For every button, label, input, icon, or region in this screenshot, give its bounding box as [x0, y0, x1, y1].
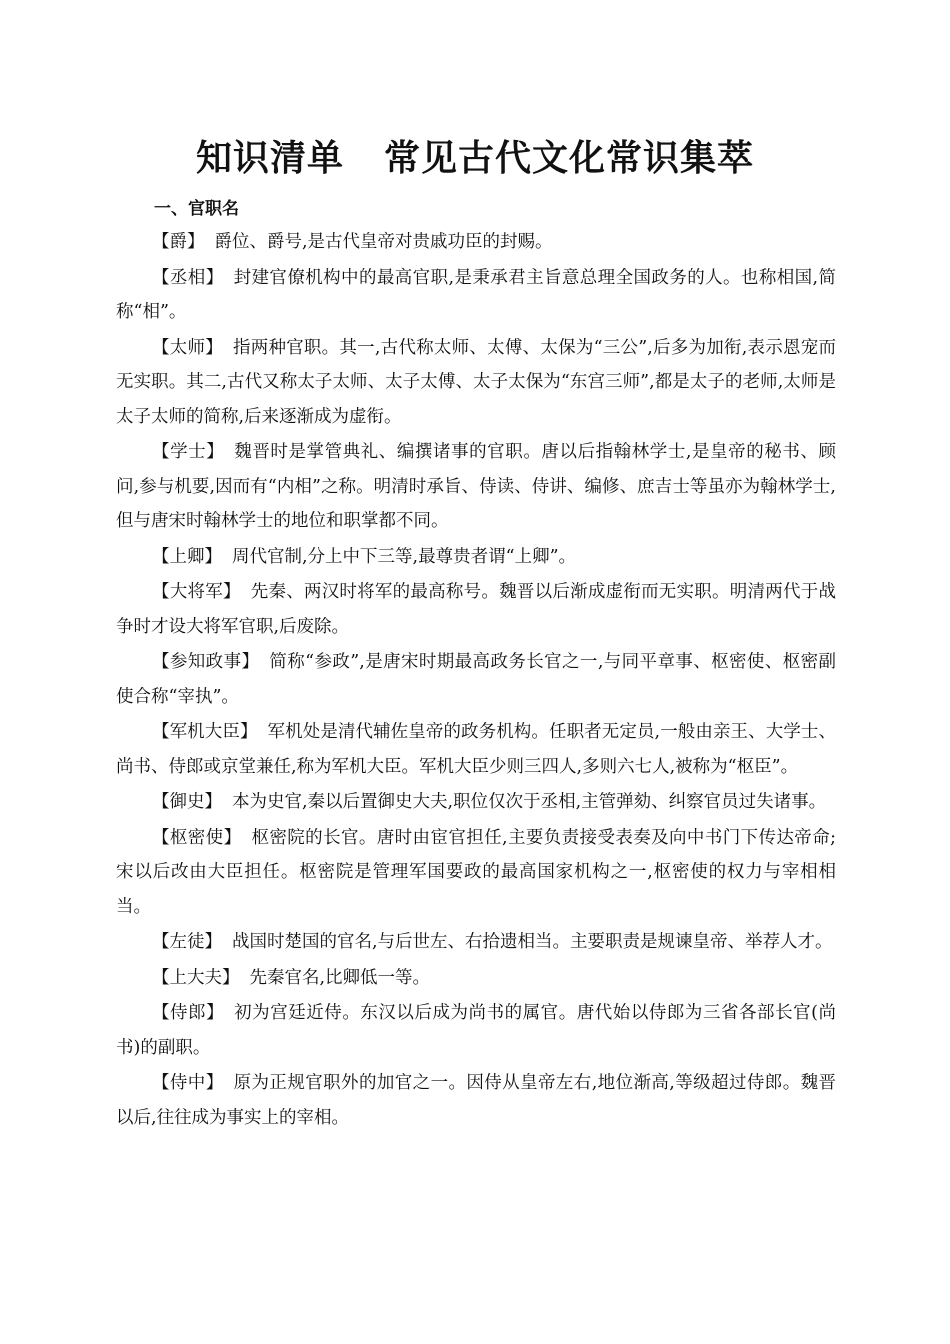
entry-term: 【枢密使】 — [152, 827, 242, 848]
entry-paragraph — [116, 715, 836, 784]
entry-term: 【侍中】 — [152, 1073, 224, 1093]
entry-term: 【爵】 — [152, 232, 205, 252]
entry-text: 指两种官职。其一,古代称太师、太傅、太保为“三公”,后多为加衔,表示恩宠而无实职。其二,古代又称太子太师、太子太傅、太子太保为“东宫三师”,都是太子的老师,太师是太子太师的简称,后来逐渐成为虚衔。 — [116, 337, 836, 427]
entry-text: 战国时楚国的官名,与后世左、右拾遗相当。主要职责是规谏皇帝、举荐人才。 — [232, 932, 833, 952]
entry-text: 爵位、爵号,是古代皇帝对贵戚功臣的封赐。 — [214, 232, 553, 252]
entry-paragraph — [116, 961, 836, 996]
section-heading: 一、官职名 — [154, 199, 239, 219]
entry-paragraph — [116, 996, 836, 1065]
entry-term: 【参知政事】 — [152, 652, 260, 672]
entry-text: 本为史官,秦以后置御史大夫,职位仅次于丞相,主管弹劾、纠察官员过失诸事。 — [232, 792, 827, 812]
title-part-2: 常见古代文化常识集萃 — [384, 138, 755, 179]
entry-paragraph — [116, 540, 836, 575]
entry-term: 【太师】 — [152, 337, 223, 358]
entry-paragraph — [116, 331, 836, 435]
entry-term: 【侍郎】 — [152, 1003, 225, 1023]
entry-text: 封建官僚机构中的最高官职,是秉承君主旨意总理全国政务的人。也称相国,简称“相”。 — [116, 267, 837, 322]
entry-text: 先秦、两汉时将军的最高称号。魏晋以后渐成虚衔而无实职。明清两代于战争时才设大将军官职,后废除。 — [116, 582, 836, 637]
entry-term: 【学士】 — [152, 442, 225, 462]
entry-term: 【御史】 — [152, 792, 222, 812]
entry-term: 【丞相】 — [152, 267, 224, 288]
entry-text: 军机处是清代辅佐皇帝的政务机构。任职者无定员,一般由亲王、大学士、尚书、侍郎或京堂兼任,称为军机大臣。军机大臣少则三四人,多则六七人,被称为“枢臣”。 — [116, 722, 837, 777]
entry-paragraph — [116, 1066, 836, 1135]
entry-paragraph — [116, 435, 836, 539]
entry-paragraph — [116, 225, 836, 260]
entry-paragraph — [116, 925, 836, 960]
entry-list — [116, 225, 836, 1136]
page-title — [0, 134, 950, 184]
entry-paragraph — [116, 575, 836, 644]
entry-term: 【上卿】 — [152, 546, 222, 567]
entry-text: 初为宫廷近侍。东汉以后成为尚书的属官。唐代始以侍郎为三省各部长官(尚书)的副职。 — [116, 1003, 837, 1058]
entry-text: 枢密院的长官。唐时由宦官担任,主要负责接受表奏及向中书门下传达帝命;宋以后改由大臣担任。枢密院是管理军国要政的最高国家机构之一,枢密使的权力与宰相相当。 — [116, 827, 836, 917]
entry-text: 魏晋时是掌管典礼、编撰诸事的官职。唐以后指翰林学士,是皇帝的秘书、顾问,参与机要,因而有“内相”之称。明清时承旨、侍读、侍讲、编修、庶吉士等虽亦为翰林学士,但与唐宋时翰林学士的地位和职掌都不同。 — [116, 442, 836, 531]
entry-term: 【左徒】 — [152, 932, 222, 952]
entry-paragraph — [116, 821, 836, 925]
entry-paragraph — [116, 785, 836, 820]
entry-text: 周代官制,分上中下三等,最尊贵者谓“上卿”。 — [232, 546, 577, 567]
entry-paragraph — [116, 261, 836, 330]
entry-text: 原为正规官职外的加官之一。因侍从皇帝左右,地位渐高,等级超过侍郎。魏晋以后,往往成为事实上的宰相。 — [116, 1073, 837, 1128]
entry-term: 【上大夫】 — [152, 967, 240, 988]
entry-text: 先秦官名,比卿低一等。 — [249, 967, 431, 988]
title-part-1: 知识清单 — [195, 138, 344, 179]
entry-text: 简称“参政”,是唐宋时期最高政务长官之一,与同平章事、枢密使、枢密副使合称“宰执”。 — [116, 652, 836, 707]
entry-term: 【大将军】 — [152, 582, 241, 602]
entry-paragraph — [116, 645, 836, 714]
entry-term: 【军机大臣】 — [152, 722, 258, 742]
